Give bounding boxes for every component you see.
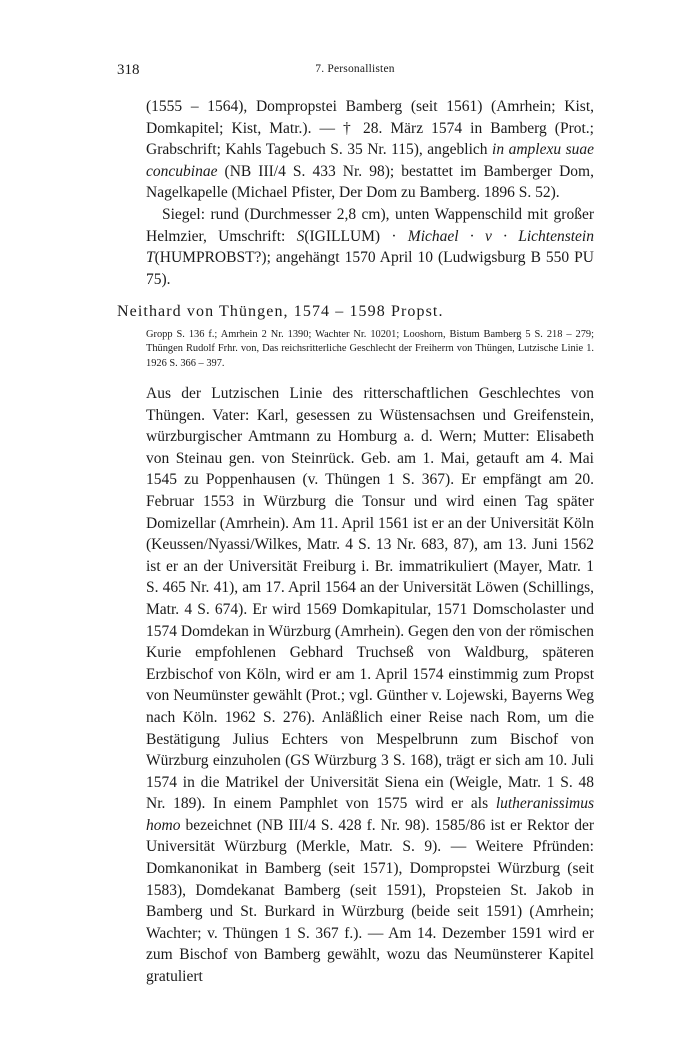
text-run: Siegel: rund (Durchmesser 2,8 cm), unten Wappenschild mit großer Helmzier, Umschrift: — [146, 206, 594, 245]
italic-phrase: lutheranissimus homo — [146, 795, 594, 834]
paragraph-death-burial — [146, 96, 594, 204]
text-run: (NB III/4 S. 433 Nr. 98); bestattet im Bamberger Dom, Nagelkapelle (Michael Pfister, Der Dom zu Bamberg. 1896 S. 52). — [146, 162, 594, 202]
italic-phrase: S — [296, 227, 305, 245]
text-run: bezeichnet (NB III/4 S. 428 f. Nr. 98). 1585/86 ist er Rektor der Universität Würzburg (Merkle, Matr. S. 9). — Weitere Pfründen: Domkanonikat in Bamberg (seit 1571), Dompropstei Würzburg (seit 1583), Domdekanat Bamberg (seit 1591), Propsteien St. Jakob in Bamberg und St. Burkard in Würzburg (beide seit 1591) (Amrhein; Wachter; v. Thüngen 1 S. 367 f.). — Am 14. Dezember 1591 wird er zum Bischof von Bamberg gewählt, wozu das Neumünsterer Kapitel gratuliert — [146, 816, 594, 986]
text-run: (IGILLUM) · — [304, 227, 408, 245]
paragraph-seal — [146, 204, 594, 290]
text-run: Aus der Lutzischen Linie des ritterschaftlichen Geschlechtes von Thüngen. Vater: Karl, gesessen zu Wüstensachsen und Greifenstein, würzburgischer Amtmann zu Homburg a. d. Wern; Mutter: Elisabeth von Steinau gen. von Steinrück. Geb. am 1. Mai, getauft am 4. Mai 1545 zu Poppenhausen (v. Thüngen 1 S. 367). Er empfängt am 20. Februar 1553 in Würzburg die Tonsur und wird einen Tag später Domizellar (Amrhein). Am 11. April 1561 ist er an der Universität Köln (Keussen/Nyassi/Wilkes, Matr. 4 S. 13 Nr. 683, 87), am 13. Juni 1562 ist er an der Universität Freiburg i. Br. immatrikuliert (Mayer, Matr. 1 S. 465 Nr. 41), am 17. April 1564 an der Universität Löwen (Schillings, Matr. 4 S. 674). Er wird 1569 Domkapitular, 1571 Domscholaster und 1574 Domdekan in Würzburg (Amrhein). Gegen den von der römischen Kurie empfohlenen Gebhard Truchseß von Waldburg, späteren Erzbischof von Köln, wird er am 1. April 1574 einstimmig zum Propst von Neumünster gewählt (Prot.; vgl. Günther v. Lojewski, Bayerns Weg nach Köln. 1962 S. 276). Anläßlich einer Reise nach Rom, um die Bestätigung Julius Echters von Mespelbrunn zum Bischof von Würzburg einzuholen (GS Würzburg 3 S. 168), trägt er sich am 10. Juli 1574 in die Matrikel der Universität Siena ein (Weigle, Matr. 1 S. 48 Nr. 189). In einem Pamphlet von 1575 wird er als — [146, 385, 594, 813]
entry-heading: Neithard von Thüngen, 1574 – 1598 Propst. — [117, 303, 444, 320]
entry-sources: Gropp S. 136 f.; Amrhein 2 Nr. 1390; Wachter Nr. 10201; Looshorn, Bistum Bamberg 5 S. 218 – 279; Thüngen Rudolf Frhr. von, Das reichsritterliche Geschlecht der Freiherrn von Thüngen, Lutzische Linie 1. 1926 S. 366 – 397. — [146, 329, 594, 369]
text-run: (HUMPROBST?); angehängt 1570 April 10 (Ludwigsburg B 550 PU 75). — [146, 249, 594, 288]
text-run: (1555 – 1564), Dompropstei Bamberg (seit 1561) (Amrhein; Kist, Domkapitel; Kist, Matr.). — † 28. März 1574 in Bamberg (Prot.; Grabschrift; Kahls Tagebuch S. 35 Nr. 115), angeblich — [146, 98, 594, 159]
running-head: 7. Personallisten — [315, 63, 395, 75]
page-number: 318 — [117, 62, 140, 78]
italic-phrase: Michael · v · Lichtenstein T — [146, 227, 594, 267]
italic-phrase: in amplexu suae concubinae — [146, 141, 594, 180]
paragraph-biography — [146, 383, 594, 988]
